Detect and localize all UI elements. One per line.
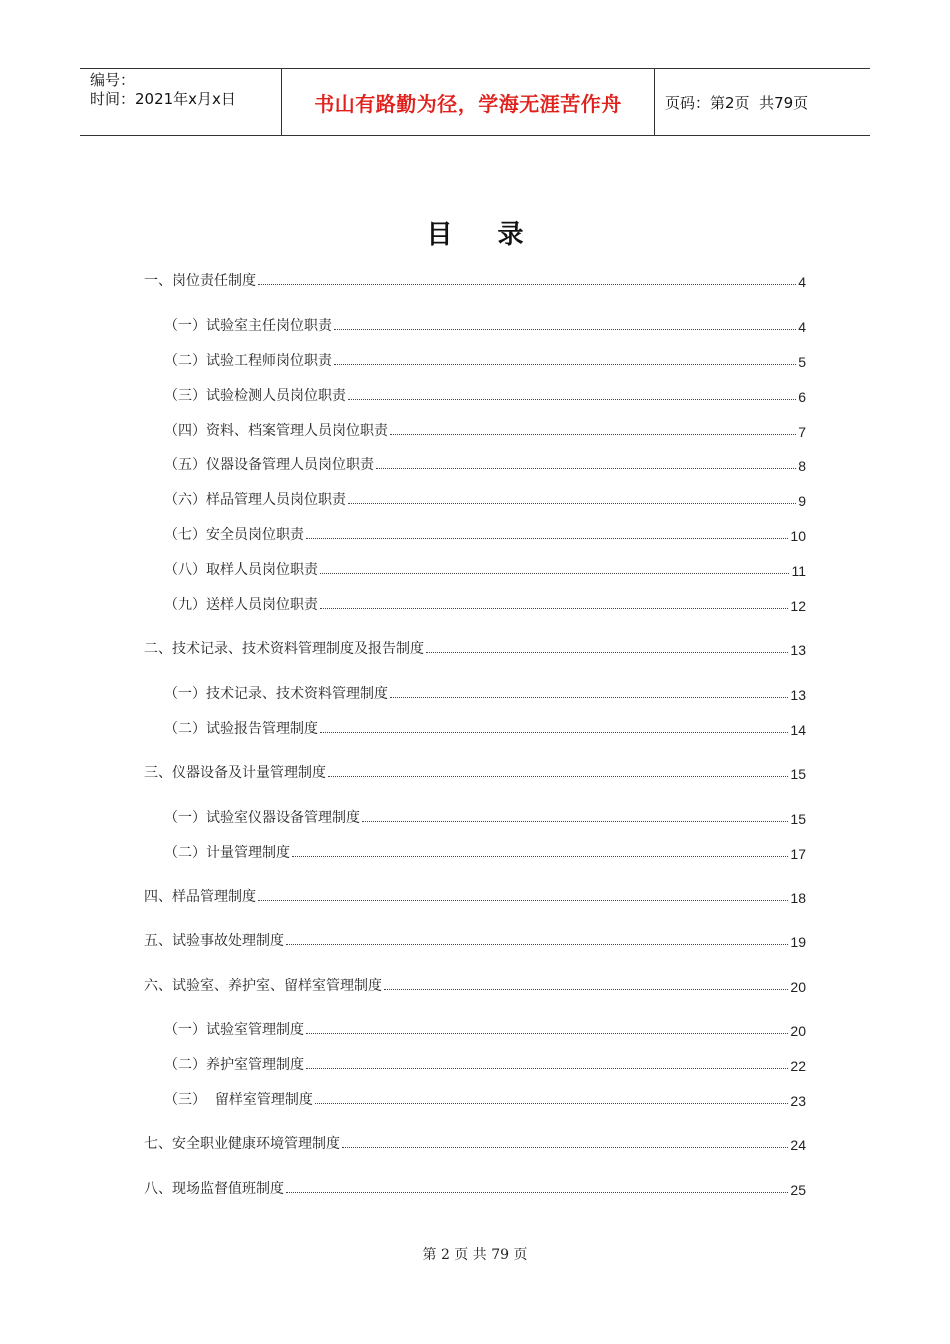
toc-entry-label: （二）养护室管理制度 xyxy=(164,1057,304,1073)
toc-dot-leader xyxy=(376,467,796,469)
page-header xyxy=(80,68,870,136)
toc-entry-page: 24 xyxy=(790,1137,806,1153)
toc-entry-label: （一）试验室仪器设备管理制度 xyxy=(164,810,360,826)
toc-entry-page: 5 xyxy=(798,354,806,370)
toc-entry-label: （七）安全员岗位职责 xyxy=(164,527,304,543)
header-page-info xyxy=(655,69,870,135)
toc-entry[interactable] xyxy=(144,268,806,290)
toc-entry-label: 三、仪器设备及计量管理制度 xyxy=(144,765,326,781)
toc-entry-page: 14 xyxy=(790,722,806,738)
toc-entry[interactable] xyxy=(164,522,806,544)
toc-entry[interactable] xyxy=(144,1176,806,1198)
toc-entry-label: （八）取样人员岗位职责 xyxy=(164,562,318,578)
toc-entry-page: 8 xyxy=(798,458,806,474)
toc-entry[interactable] xyxy=(164,716,806,738)
toc-entry-page: 18 xyxy=(790,890,806,906)
toc-dot-leader xyxy=(348,398,796,400)
toc-entry[interactable] xyxy=(164,1017,806,1039)
toc-dot-leader xyxy=(258,899,788,901)
toc-entry[interactable] xyxy=(164,1087,806,1109)
toc-dot-leader xyxy=(306,1032,788,1034)
toc-entry-label: （四）资料、档案管理人员岗位职责 xyxy=(164,423,388,439)
toc-entry-label: （三） 留样室管理制度 xyxy=(164,1092,313,1108)
toc-dot-leader xyxy=(334,328,796,330)
toc-entry[interactable] xyxy=(164,418,806,440)
toc-dot-leader xyxy=(390,433,796,435)
toc-entry-page: 10 xyxy=(790,528,806,544)
toc-dot-leader xyxy=(328,775,788,777)
toc-entry-label: （一）试验室管理制度 xyxy=(164,1022,304,1038)
toc-entry-label: 一、岗位责任制度 xyxy=(144,273,256,289)
toc-entry-page: 23 xyxy=(790,1093,806,1109)
toc-entry-page: 19 xyxy=(790,934,806,950)
toc-entry-label: （六）样品管理人员岗位职责 xyxy=(164,492,346,508)
document-number: 编号： xyxy=(90,71,136,89)
header-meta xyxy=(80,69,282,135)
toc-entry[interactable] xyxy=(144,1131,806,1153)
toc-entry[interactable] xyxy=(164,805,806,827)
toc-entry-label: 四、样品管理制度 xyxy=(144,889,256,905)
toc-dot-leader xyxy=(426,651,788,653)
toc-dot-leader xyxy=(348,502,796,504)
toc-entry-label: 六、试验室、养护室、留样室管理制度 xyxy=(144,978,382,994)
toc-entry-label: （二）试验报告管理制度 xyxy=(164,721,318,737)
toc-entry[interactable] xyxy=(144,636,806,658)
toc-dot-leader xyxy=(384,988,788,990)
footer-page-number: 第 2 页 共 79 页 xyxy=(422,1247,528,1263)
toc-entry[interactable] xyxy=(164,681,806,703)
toc-dot-leader xyxy=(390,696,788,698)
toc-entry-page: 15 xyxy=(790,811,806,827)
toc-entry[interactable] xyxy=(144,973,806,995)
toc-entry-page: 6 xyxy=(798,389,806,405)
toc-entry-page: 20 xyxy=(790,979,806,995)
toc-dot-leader xyxy=(320,731,788,733)
toc-entry-page: 4 xyxy=(798,319,806,335)
toc-entry[interactable] xyxy=(164,557,806,579)
toc-entry[interactable] xyxy=(164,313,806,335)
toc-dot-leader xyxy=(306,537,788,539)
toc-entry-page: 7 xyxy=(798,424,806,440)
toc-entry-label: （一）技术记录、技术资料管理制度 xyxy=(164,686,388,702)
toc-entry-page: 13 xyxy=(790,687,806,703)
toc-entry[interactable] xyxy=(164,592,806,614)
toc-entry[interactable] xyxy=(164,452,806,474)
toc-entry-page: 13 xyxy=(790,642,806,658)
toc-entry[interactable] xyxy=(164,383,806,405)
toc-entry[interactable] xyxy=(164,487,806,509)
toc-dot-leader xyxy=(334,363,796,365)
toc-entry-label: 七、安全职业健康环境管理制度 xyxy=(144,1136,340,1152)
toc-dot-leader xyxy=(286,943,788,945)
toc-entry-page: 4 xyxy=(798,274,806,290)
toc-entry-label: （九）送样人员岗位职责 xyxy=(164,597,318,613)
toc-dot-leader xyxy=(258,283,796,285)
toc-entry[interactable] xyxy=(164,1052,806,1074)
toc-entry-page: 22 xyxy=(790,1058,806,1074)
toc-entry-page: 20 xyxy=(790,1023,806,1039)
toc-entry-page: 17 xyxy=(790,846,806,862)
toc-dot-leader xyxy=(320,607,788,609)
toc-entry-label: （五）仪器设备管理人员岗位职责 xyxy=(164,457,374,473)
toc-entry[interactable] xyxy=(144,760,806,782)
toc-entry[interactable] xyxy=(144,928,806,950)
page-footer xyxy=(0,1244,950,1264)
toc-entry-page: 11 xyxy=(791,563,806,579)
toc-entry-page: 9 xyxy=(798,493,806,509)
toc-entry-label: （一）试验室主任岗位职责 xyxy=(164,318,332,334)
header-page-label: 页码：第2页 共79页 xyxy=(665,93,809,112)
toc-dot-leader xyxy=(306,1067,788,1069)
document-date: 时间：2021年x月x日 xyxy=(90,90,236,108)
toc-entry-label: （三）试验检测人员岗位职责 xyxy=(164,388,346,404)
toc-title: 目 录 xyxy=(426,220,542,250)
toc-dot-leader xyxy=(320,572,789,574)
toc-entry-label: 五、试验事故处理制度 xyxy=(144,933,284,949)
toc-entry-label: 八、现场监督值班制度 xyxy=(144,1181,284,1197)
toc-dot-leader xyxy=(362,820,788,822)
header-motto: 书山有路勤为径，学海无涯苦作舟 xyxy=(282,69,655,135)
toc-dot-leader xyxy=(286,1191,788,1193)
toc-entry-page: 12 xyxy=(790,598,806,614)
toc-entry[interactable] xyxy=(164,348,806,370)
toc-entry-page: 25 xyxy=(790,1182,806,1198)
toc-entry-label: （二）计量管理制度 xyxy=(164,845,290,861)
toc-entry-page: 15 xyxy=(790,766,806,782)
toc-dot-leader xyxy=(342,1146,788,1148)
toc-entry-label: （二）试验工程师岗位职责 xyxy=(164,353,332,369)
toc-entry[interactable] xyxy=(144,884,806,906)
toc-dot-leader xyxy=(292,855,788,857)
toc-dot-leader xyxy=(315,1102,789,1104)
toc-entry-label: 二、技术记录、技术资料管理制度及报告制度 xyxy=(144,641,424,657)
toc-entry[interactable] xyxy=(164,840,806,862)
